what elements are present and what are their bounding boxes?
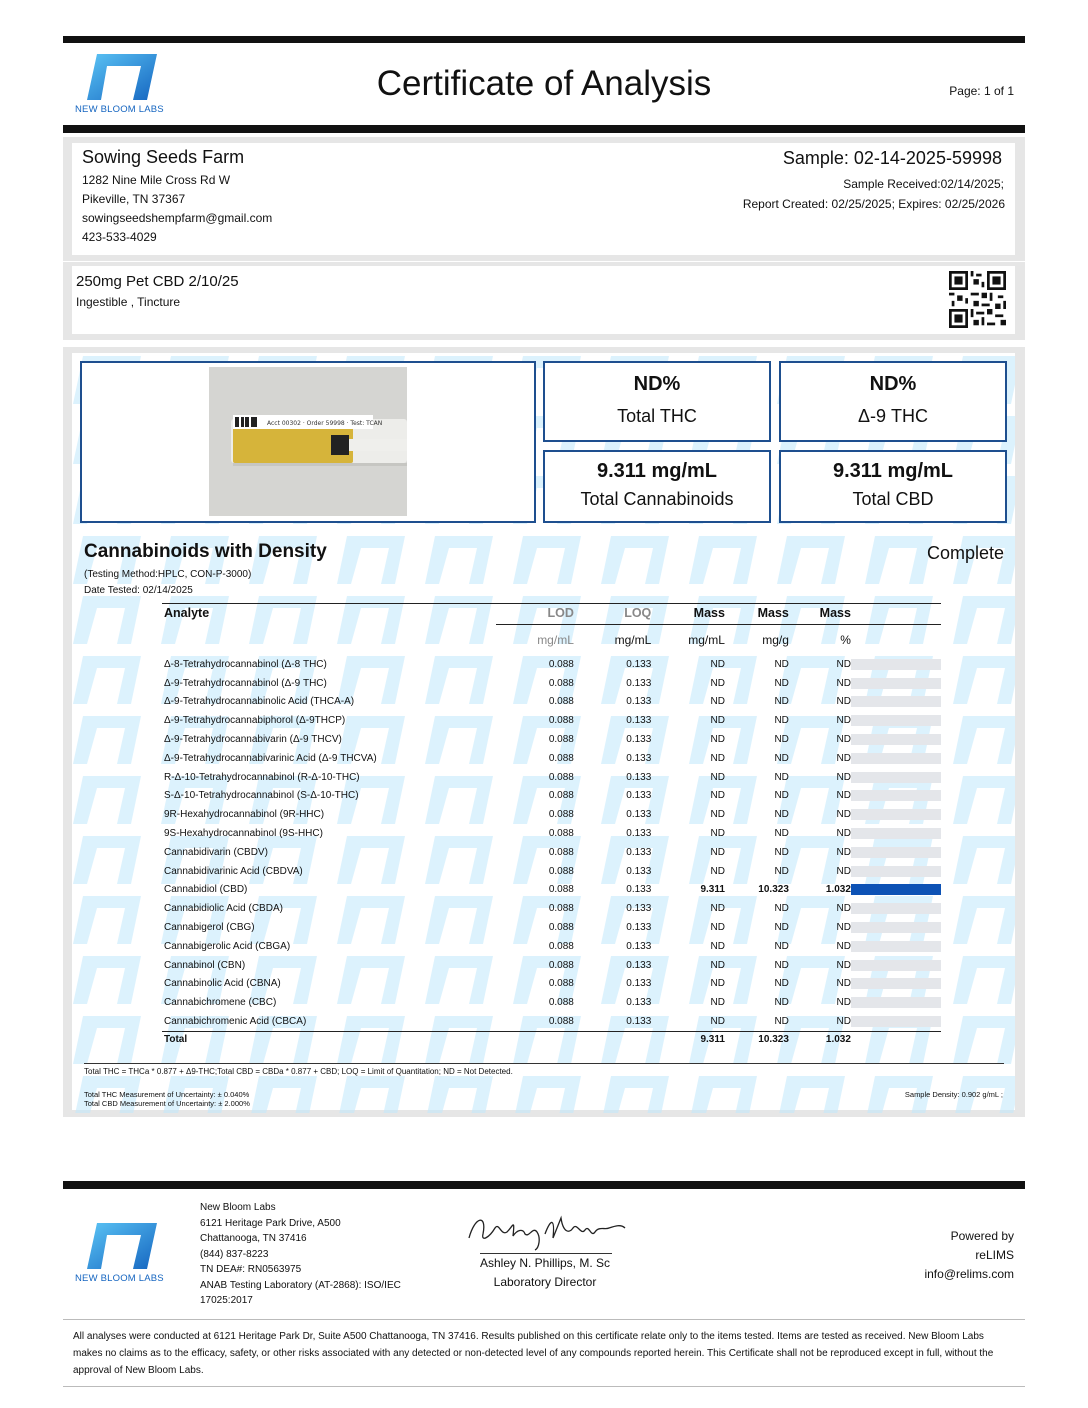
bar-cell <box>851 937 941 956</box>
analyte-name: Cannabinol (CBN) <box>164 959 246 971</box>
table-row <box>162 768 941 787</box>
lod-value: 0.088 <box>548 809 574 821</box>
percent-bar <box>851 696 941 707</box>
date-tested: Date Tested: 02/14/2025 <box>84 585 193 596</box>
total-thc-label: Total THC <box>617 406 697 426</box>
mass-pct-value: ND <box>836 846 851 858</box>
bar-cell <box>851 881 941 900</box>
sample-id: Sample: 02-14-2025-59998 <box>782 148 1002 168</box>
table-row <box>162 899 941 918</box>
bar-cell <box>851 805 941 824</box>
table-row <box>162 711 941 730</box>
footer-logo-mark-icon <box>75 1223 170 1273</box>
lod-value: 0.088 <box>548 790 574 802</box>
analyte-name: Δ-9-Tetrahydrocannabivarin (Δ-9 THCV) <box>164 734 342 746</box>
d9-thc-label: Δ-9 THC <box>857 406 929 426</box>
table-row <box>162 749 941 768</box>
mass-pct-value: ND <box>836 922 851 934</box>
bar-cell <box>851 899 941 918</box>
lod-value: 0.088 <box>548 959 574 971</box>
lod-value: 0.088 <box>548 865 574 877</box>
mass-pct-value: ND <box>836 677 851 689</box>
analyte-name: Δ-9-Tetrahydrocannabiphorol (Δ-9THCP) <box>164 715 346 727</box>
client-address1: 1282 Nine Mile Cross Rd W <box>82 173 231 187</box>
percent-bar <box>851 960 941 971</box>
analyte-name: Δ-9-Tetrahydrocannabinolic Acid (THCA-A) <box>164 696 355 708</box>
mass-pct-value: ND <box>836 1016 851 1028</box>
mass-mgg-value: ND <box>774 771 789 783</box>
lod-value: 0.088 <box>548 884 574 896</box>
mass-mgml-value: ND <box>710 997 725 1009</box>
client-name: Sowing Seeds Farm <box>82 147 245 167</box>
mass-mgml-value: ND <box>710 771 725 783</box>
loq-value: 0.133 <box>626 790 652 802</box>
mass-mgml-value: ND <box>710 940 725 952</box>
total-label: Total <box>162 1031 496 1048</box>
table-row <box>162 693 941 712</box>
mass-mgg-value: ND <box>774 846 789 858</box>
percent-bar <box>851 997 941 1008</box>
lod-value: 0.088 <box>548 771 574 783</box>
mass-pct-value: ND <box>836 903 851 915</box>
percent-bar <box>851 753 941 764</box>
mass-mgg-value: ND <box>774 734 789 746</box>
table-row <box>162 862 941 881</box>
bar-cell <box>851 824 941 843</box>
percent-bar <box>851 678 941 689</box>
lod-value: 0.088 <box>548 677 574 689</box>
percent-bar <box>851 978 941 989</box>
loq-value: 0.133 <box>626 865 652 877</box>
cbd-uncertainty: Total CBD Measurement of Uncertainty: ± 2.000% <box>84 1099 250 1108</box>
col-lod: LOD <box>496 604 573 625</box>
percent-bar <box>851 828 941 839</box>
mass-mgg-value: ND <box>774 696 789 708</box>
bar-cell <box>851 975 941 994</box>
bar-cell <box>851 1012 941 1031</box>
mass-mgg-value: ND <box>774 658 789 670</box>
thc-uncertainty: Total THC Measurement of Uncertainty: ± 0.040% <box>84 1090 250 1099</box>
loq-value: 0.133 <box>626 846 652 858</box>
disclaimer: All analyses were conducted at 6121 Heritage Park Dr, Suite A500 Chattanooga, TN 37416. Results published on this certificate relate only to the items tested. Items are tested as received. New Bloom Labs makes no claims as to the efficacy, safety, or other risks associated with any detected or non-detected level of any compounds reported herein. This Certificate shall not be reproduced except in full, without the approval of New Bloom Labs. <box>73 1331 994 1376</box>
mass-mgg-value: 10.323 <box>758 884 789 896</box>
lab-contact: New Bloom Labs 6121 Heritage Park Drive, A500 Chattanooga, TN 37416 (844) 837-8223 TN DEA#: RN0563975 ANAB Testing Laboratory (AT-2868): ISO/IEC 17025:2017 <box>200 1202 401 1306</box>
bar-cell <box>851 862 941 881</box>
d9-thc-value: ND% <box>869 373 917 395</box>
loq-value: 0.133 <box>626 752 652 764</box>
mass-mgml-value: ND <box>710 922 725 934</box>
bar-cell <box>851 787 941 806</box>
loq-value: 0.133 <box>626 997 652 1009</box>
mass-mgg-value: ND <box>774 997 789 1009</box>
percent-bar <box>851 941 941 952</box>
analyte-name: 9S-Hexahydrocannabinol (9S-HHC) <box>164 828 323 840</box>
mass-mgml-value: ND <box>710 752 725 764</box>
bar-cell <box>851 918 941 937</box>
analyte-name: 9R-Hexahydrocannabinol (9R-HHC) <box>164 809 325 821</box>
mass-mgml-value: ND <box>710 677 725 689</box>
bar-cell <box>851 843 941 862</box>
analyte-name: Cannabidivarin (CBDV) <box>164 846 268 858</box>
logo-text: NEW BLOOM LABS <box>75 104 164 115</box>
bar-cell <box>851 956 941 975</box>
lod-value: 0.088 <box>548 752 574 764</box>
loq-value: 0.133 <box>626 828 652 840</box>
percent-bar <box>851 772 941 783</box>
lod-value: 0.088 <box>548 922 574 934</box>
lod-value: 0.088 <box>548 978 574 990</box>
percent-bar <box>851 715 941 726</box>
mass-pct-value: ND <box>836 809 851 821</box>
col-mass-mgg: Mass <box>725 604 789 625</box>
analyte-name: Δ-9-Tetrahydrocannabinol (Δ-9 THC) <box>164 677 327 689</box>
mass-mgml-value: ND <box>710 790 725 802</box>
total-cbd-value: 9.311 mg/mL <box>832 460 954 482</box>
mass-mgg-value: ND <box>774 790 789 802</box>
mass-mgg-value: ND <box>774 1016 789 1028</box>
analyte-name: Cannabinolic Acid (CBNA) <box>164 978 281 990</box>
product-name: 250mg Pet CBD 2/10/25 <box>76 273 239 290</box>
top-rule <box>63 36 1025 43</box>
loq-value: 0.133 <box>626 903 652 915</box>
total-thc-value: ND% <box>633 373 681 395</box>
analyte-name: Δ-9-Tetrahydrocannabivarinic Acid (Δ-9 THCVA) <box>164 752 377 764</box>
mass-pct-value: ND <box>836 715 851 727</box>
signature <box>465 1208 635 1254</box>
mass-mgml-value: ND <box>710 959 725 971</box>
percent-bar <box>851 734 941 745</box>
mass-mgg-value: ND <box>774 978 789 990</box>
loq-value: 0.133 <box>626 715 652 727</box>
analyte-name: Cannabidiolic Acid (CBDA) <box>164 903 283 915</box>
signature-line <box>480 1253 612 1254</box>
client-address2: Pikeville, TN 37367 <box>82 192 186 206</box>
mass-mgml-value: ND <box>710 846 725 858</box>
lod-value: 0.088 <box>548 696 574 708</box>
total-cbd-label: Total CBD <box>852 489 934 509</box>
lod-value: 0.088 <box>548 658 574 670</box>
table-row <box>162 674 941 693</box>
loq-value: 0.133 <box>626 978 652 990</box>
mass-pct-value: ND <box>836 997 851 1009</box>
loq-value: 0.133 <box>626 884 652 896</box>
d9-thc-card <box>779 361 1007 442</box>
cannabinoid-table <box>162 603 941 1048</box>
percent-bar <box>851 847 941 858</box>
signer-name: Ashley N. Phillips, M. Sc <box>479 1256 611 1270</box>
sample-density: Sample Density: 0.902 g/mL ; <box>904 1090 1003 1099</box>
table-row <box>162 918 941 937</box>
footer-logo-text: NEW BLOOM LABS <box>75 1273 164 1284</box>
analyte-name: Cannabichromenic Acid (CBCA) <box>164 1016 307 1028</box>
col-mass-pct: Mass <box>789 604 851 625</box>
relims-email[interactable]: info@relims.com <box>924 1267 1014 1281</box>
mass-mgg-value: ND <box>774 865 789 877</box>
qr-code-icon[interactable] <box>949 271 1006 328</box>
product-type: Ingestible , Tincture <box>76 295 181 309</box>
percent-bar <box>851 884 941 895</box>
report-dates: Report Created: 02/25/2025; Expires: 02/25/2026 <box>742 197 1005 211</box>
mass-mgml-value: ND <box>710 734 725 746</box>
bottom-rule <box>63 1386 1025 1387</box>
notes-definition: Total THC = THCa * 0.877 + Δ9-THC;Total CBD = CBDa * 0.877 + CBD; LOQ = Limit of Quantitation; ND = Not Detected. <box>84 1067 513 1076</box>
table-row <box>162 881 941 900</box>
total-mgg: 10.323 <box>725 1031 789 1048</box>
mass-mgml-value: ND <box>710 809 725 821</box>
mass-pct-value: 1.032 <box>825 884 851 896</box>
mass-mgml-value: ND <box>710 903 725 915</box>
lod-value: 0.088 <box>548 734 574 746</box>
mass-pct-value: ND <box>836 978 851 990</box>
loq-value: 0.133 <box>626 1016 652 1028</box>
mass-mgml-value: 9.311 <box>700 884 725 896</box>
analyte-name: Cannabichromene (CBC) <box>164 997 277 1009</box>
brand-logo <box>75 54 170 115</box>
loq-value: 0.133 <box>626 696 652 708</box>
mass-mgml-value: ND <box>710 865 725 877</box>
col-mass-mgml: Mass <box>651 604 725 625</box>
table-row <box>162 843 941 862</box>
lod-value: 0.088 <box>548 1016 574 1028</box>
client-email: sowingseedshempfarm@gmail.com <box>82 211 273 225</box>
bar-cell <box>851 674 941 693</box>
analyte-name: Cannabigerol (CBG) <box>164 922 255 934</box>
testing-method: (Testing Method:HPLC, CON-P-3000) <box>84 569 252 580</box>
table-row <box>162 655 941 674</box>
relims-brand[interactable]: reLIMS <box>975 1248 1014 1262</box>
mass-mgg-value: ND <box>774 940 789 952</box>
bar-cell <box>851 711 941 730</box>
loq-value: 0.133 <box>626 809 652 821</box>
mass-mgg-value: ND <box>774 903 789 915</box>
mass-pct-value: ND <box>836 734 851 746</box>
loq-value: 0.133 <box>626 940 652 952</box>
table-row <box>162 956 941 975</box>
sample-photo <box>209 367 407 516</box>
loq-value: 0.133 <box>626 771 652 783</box>
mass-mgg-value: ND <box>774 959 789 971</box>
header-rule <box>63 125 1025 133</box>
footer-logo <box>75 1223 170 1284</box>
table-row <box>162 993 941 1012</box>
logo-mark-icon <box>75 54 170 104</box>
analyte-name: R-Δ-10-Tetrahydrocannabinol (R-Δ-10-THC) <box>164 771 360 783</box>
total-mgml: 9.311 <box>651 1031 725 1048</box>
loq-value: 0.133 <box>626 959 652 971</box>
mass-mgg-value: ND <box>774 809 789 821</box>
bar-cell <box>851 993 941 1012</box>
powered-by: Powered by reLIMS info@relims.com <box>924 1227 1014 1284</box>
mass-pct-value: ND <box>836 865 851 877</box>
bar-cell <box>851 655 941 674</box>
total-cbd-card <box>779 450 1007 523</box>
lod-value: 0.088 <box>548 940 574 952</box>
percent-bar <box>851 922 941 933</box>
analyte-name: Δ-8-Tetrahydrocannabinol (Δ-8 THC) <box>164 658 327 670</box>
loq-value: 0.133 <box>626 922 652 934</box>
mass-pct-value: ND <box>836 752 851 764</box>
percent-bar <box>851 903 941 914</box>
percent-bar <box>851 866 941 877</box>
page-title: Certificate of Analysis <box>376 64 712 103</box>
mass-mgml-value: ND <box>710 1016 725 1028</box>
section-status: Complete <box>926 543 1004 563</box>
client-phone: 423-533-4029 <box>82 230 157 244</box>
col-loq: LOQ <box>574 604 651 625</box>
units-row: mg/mL mg/mL mg/mL mg/g % <box>162 625 941 656</box>
mass-pct-value: ND <box>836 658 851 670</box>
mass-mgg-value: ND <box>774 677 789 689</box>
mass-mgg-value: ND <box>774 715 789 727</box>
mass-mgg-value: ND <box>774 922 789 934</box>
table-row <box>162 937 941 956</box>
table-row <box>162 975 941 994</box>
section-title: Cannabinoids with Density <box>84 541 327 562</box>
mass-pct-value: ND <box>836 959 851 971</box>
total-row <box>162 1031 941 1048</box>
table-row <box>162 805 941 824</box>
disclaimer-rule <box>63 1319 1025 1320</box>
total-cannabinoids-label: Total Cannabinoids <box>580 489 734 509</box>
total-thc-card <box>543 361 771 442</box>
total-cannabinoids-card <box>543 450 771 523</box>
percent-bar <box>851 659 941 670</box>
total-cannabinoids-value: 9.311 mg/mL <box>596 460 718 482</box>
total-pct: 1.032 <box>789 1031 851 1048</box>
analyte-name: Cannabidiol (CBD) <box>164 884 248 896</box>
mass-mgg-value: ND <box>774 752 789 764</box>
percent-bar <box>851 790 941 801</box>
sample-received: Sample Received:02/14/2025; <box>843 177 1004 191</box>
table-row <box>162 787 941 806</box>
analyte-name: Cannabigerolic Acid (CBGA) <box>164 940 291 952</box>
lod-value: 0.088 <box>548 846 574 858</box>
table-row <box>162 1012 941 1031</box>
percent-bar <box>851 1016 941 1027</box>
mass-mgml-value: ND <box>710 978 725 990</box>
bar-cell <box>851 749 941 768</box>
lod-value: 0.088 <box>548 997 574 1009</box>
lod-value: 0.088 <box>548 715 574 727</box>
mass-mgml-value: ND <box>710 828 725 840</box>
col-analyte: Analyte <box>162 604 496 625</box>
percent-bar <box>851 809 941 820</box>
mass-mgml-value: ND <box>710 658 725 670</box>
signer-title: Laboratory Director <box>493 1275 597 1289</box>
bar-cell <box>851 693 941 712</box>
mass-mgml-value: ND <box>710 696 725 708</box>
bar-cell <box>851 768 941 787</box>
mass-mgml-value: ND <box>710 715 725 727</box>
photo-label: Acct 00302 · Order 59998 · Test: TCAN <box>267 420 383 427</box>
analyte-name: S-Δ-10-Tetrahydrocannabinol (S-Δ-10-THC) <box>164 790 359 802</box>
table-row <box>162 824 941 843</box>
loq-value: 0.133 <box>626 677 652 689</box>
page-number: Page: 1 of 1 <box>949 84 1014 98</box>
mass-pct-value: ND <box>836 696 851 708</box>
loq-value: 0.133 <box>626 658 652 670</box>
mass-pct-value: ND <box>836 790 851 802</box>
lod-value: 0.088 <box>548 828 574 840</box>
mass-pct-value: ND <box>836 940 851 952</box>
loq-value: 0.133 <box>626 734 652 746</box>
table-row <box>162 730 941 749</box>
analyte-name: Cannabidivarinic Acid (CBDVA) <box>164 865 303 877</box>
notes-rule <box>84 1063 1004 1064</box>
mass-pct-value: ND <box>836 828 851 840</box>
lod-value: 0.088 <box>548 903 574 915</box>
bar-cell <box>851 730 941 749</box>
footer-rule <box>63 1181 1025 1189</box>
mass-pct-value: ND <box>836 771 851 783</box>
mass-mgg-value: ND <box>774 828 789 840</box>
svg-text:Ashley N Phillips: Ashley N Phillips <box>465 1208 473 1209</box>
